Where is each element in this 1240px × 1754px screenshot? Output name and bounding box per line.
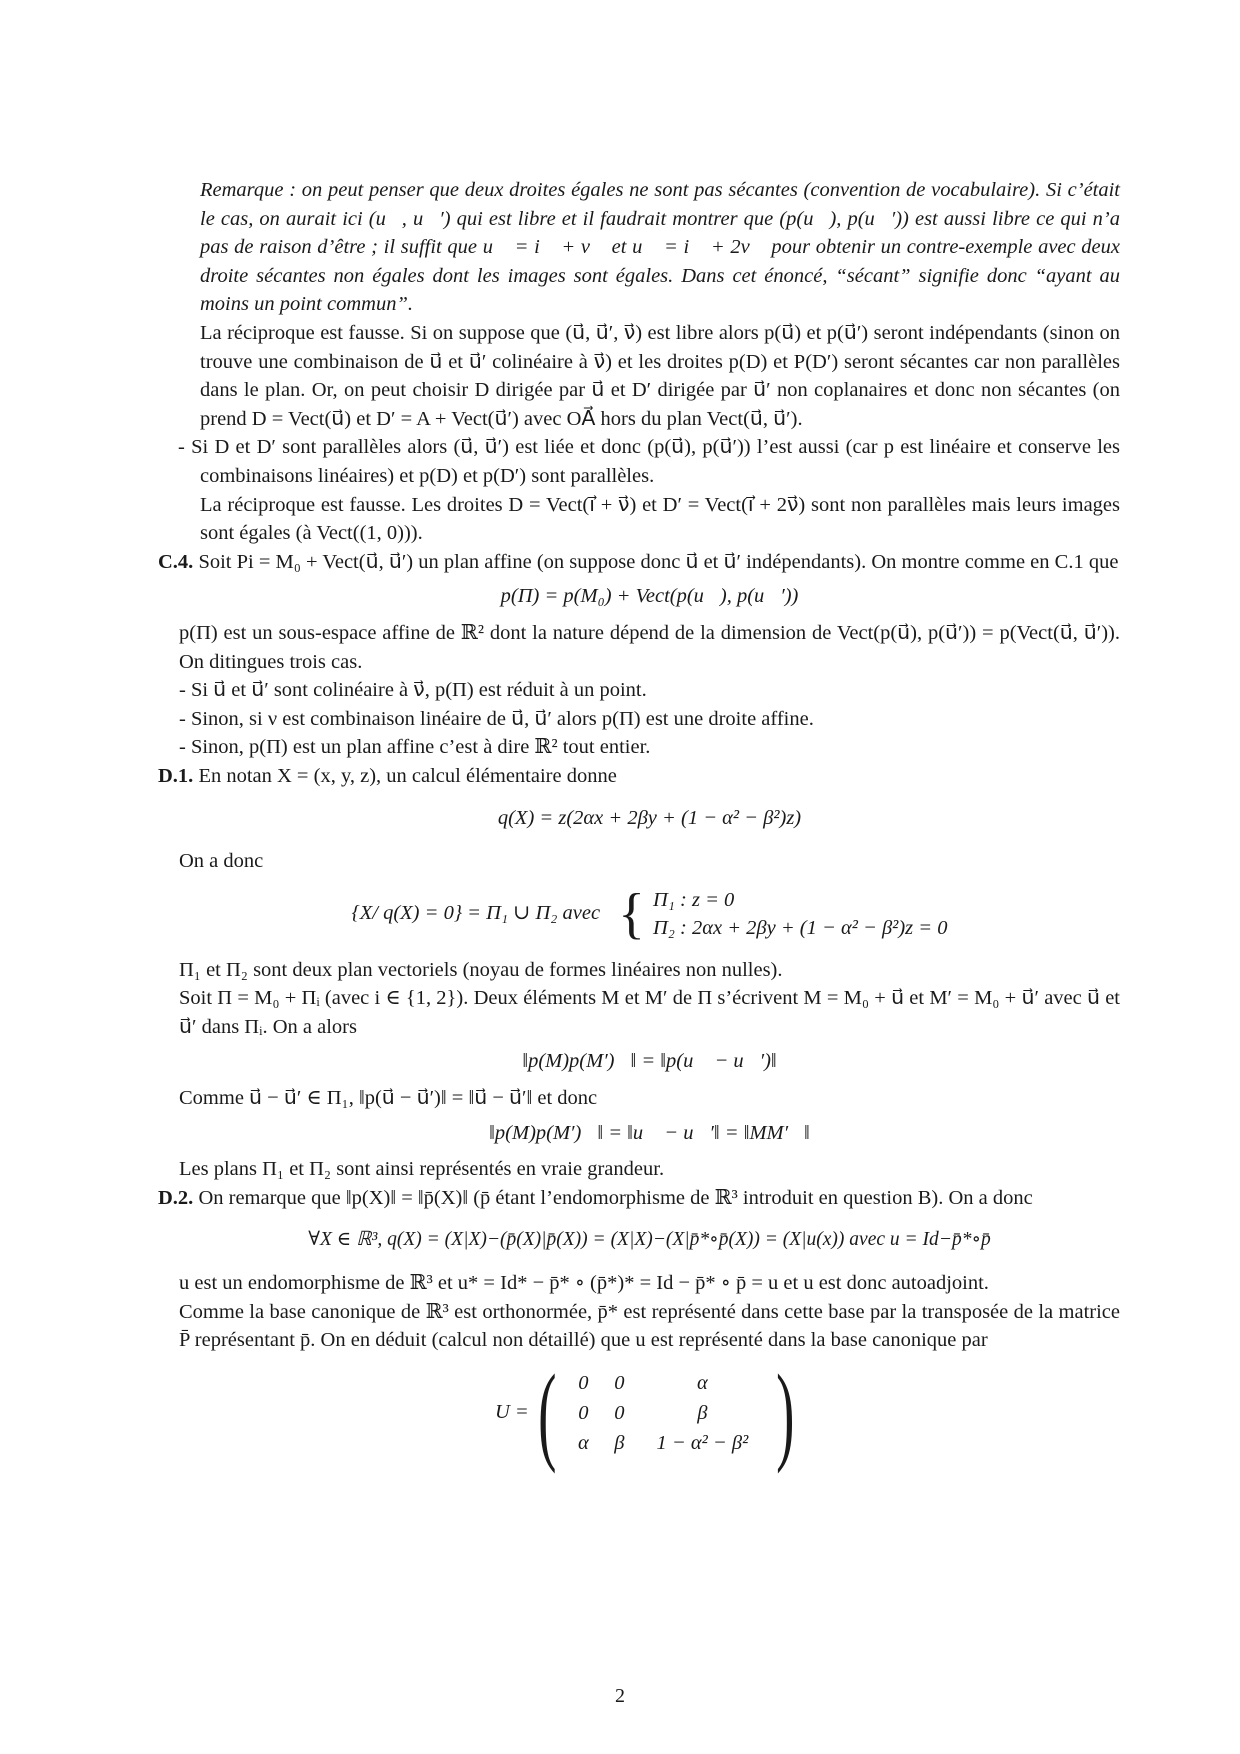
reciprocal-paragraph-1: La réciproque est fausse. Si on suppose que (u⃗, u⃗′, ν⃗) est libre alors p(u⃗) et p(u⃗′) seront indépendants (sinon on trouve une combinaison de u⃗ et u⃗′ colinéaire à ν⃗) et les droites p(D) et P(D′) seront sécantes car non parallèles dans le plan. Or, on peut choisir D dirigée par u⃗ et D′ dirigée par u⃗′ non coplanaires et donc non sécantes (on prend D = Vect(u⃗) et D′ = A + Vect(u⃗′) avec OA⃗ hors du plan Vect(u⃗, u⃗′). [200, 321, 1120, 430]
d2-intro: On remarque que ‖p(X)‖ = ‖p̄(X)‖ (p̄ étant l’endomorphisme de ℝ³ introduit en question B). On a donc [198, 1186, 1033, 1209]
c4-case-1: - Si u⃗ et u⃗′ sont colinéaire à ν⃗, p(Π) est réduit à un point. [179, 679, 647, 702]
d1-intro-line [158, 762, 1120, 791]
d1-donc: On a donc [179, 850, 264, 873]
d2-para-1: u est un endomorphisme de ℝ³ et u* = Id* − p̄* ∘ (p̄*)* = Id − p̄* ∘ p̄ = u et u est donc autoadjoint. [179, 1272, 989, 1294]
matrix-cell: α [577, 1431, 589, 1454]
remark-block [158, 176, 1120, 433]
question-d1 [158, 762, 1120, 1184]
d1-system [179, 882, 1120, 945]
c4-intro-line [158, 548, 1120, 577]
c4-intro: Soit Pi = M₀ + Vect(u⃗, u⃗′) un plan affine (on suppose donc u⃗ et u⃗′ indépendants). On montre comme en C.1 que [198, 550, 1119, 573]
matrix-cell: β [697, 1401, 708, 1424]
matrix-cell: 0 [614, 1401, 625, 1424]
d1-number: D.1. [158, 764, 194, 787]
reciprocal-block-2 [158, 491, 1120, 548]
d1-system-line-2: Π₂ : 2αx + 2βy + (1 − α² − β²)z = 0 [652, 916, 948, 939]
matrix-cell: α [696, 1371, 708, 1394]
d1-equation-norm-1: ‖p(M)p(M′)⃗‖ = ‖p(u⃗ − u⃗′)‖ [522, 1050, 777, 1073]
matrix-cell: 0 [614, 1371, 625, 1394]
left-paren-icon: ( [537, 1351, 557, 1474]
c4-after: p(Π) est un sous-espace affine de ℝ² dont la nature dépend de la dimension de Vect(p(u⃗), p(u⃗′)) = p(Vect(u⃗, u⃗′)). On ditingues trois cas. [179, 621, 1120, 673]
d1-intro: En notan X = (x, y, z), un calcul élémentaire donne [198, 764, 617, 787]
d1-system-line-1: Π₁ : z = 0 [652, 888, 735, 911]
d1-para-2: Soit Π = M₀ + Πᵢ (avec i ∈ {1, 2}). Deux éléments M et M′ de Π s’écrivent M = M₀ + u⃗ et M′ = M₀ + u⃗′ avec u⃗ et u⃗′ dans Πᵢ. On a alors [179, 987, 1120, 1038]
reciprocal-paragraph-2: La réciproque est fausse. Les droites D = Vect(i⃗ + ν⃗) et D′ = Vect(i⃗ + 2ν⃗) sont non parallèles mais leurs images sont égales (à Vect((1, 0))). [200, 493, 1120, 545]
right-paren-icon: ) [776, 1351, 795, 1474]
matrix-grid [565, 1368, 767, 1458]
c4-number: C.4. [158, 550, 194, 573]
bullet-parallel: - Si D et D′ sont parallèles alors (u⃗, u⃗′) est liée et donc (p(u⃗), p(u⃗′)) l’est aussi (car p est linéaire et conserve les combinaisons linéaires) et p(D) et p(D′) sont parallèles. [178, 436, 1120, 487]
d2-intro-line [158, 1184, 1120, 1213]
d1-para-1: Π₁ et Π₂ sont deux plan vectoriels (noyau de formes linéaires non nulles). [179, 958, 783, 981]
page-number: 2 [615, 1685, 625, 1707]
matrix-label: U = [494, 1401, 529, 1424]
matrix-cell: 0 [578, 1371, 589, 1394]
left-brace-icon: { [618, 882, 645, 945]
d1-system-left: {X/ q(X) = 0} = Π₁ ∪ Π₂ avec [351, 902, 601, 925]
d1-para-4: Les plans Π₁ et Π₂ sont ainsi représentés en vraie grandeur. [179, 1158, 665, 1181]
d1-para-3: Comme u⃗ − u⃗′ ∈ Π₁, ‖p(u⃗ − u⃗′)‖ = ‖u⃗ − u⃗′‖ et donc [179, 1087, 598, 1110]
d2-number: D.2. [158, 1186, 194, 1209]
d1-equation-norm-2: ‖p(M)p(M′)⃗‖ = ‖u⃗ − u⃗′‖ = ‖MM′⃗‖ [489, 1121, 810, 1144]
d2-equation: ∀X ∈ ℝ³, q(X) = (X|X)−(p̄(X)|p̄(X)) = (X|X)−(X|p̄*∘p̄(X)) = (X|u(x)) avec u = Id−p̄*∘p̄ [308, 1229, 991, 1251]
c4-equation: p(Π) = p(M₀) + Vect(p(u⃗), p(u⃗′)) [500, 585, 799, 608]
question-d2 [158, 1184, 1120, 1474]
d2-para-2: Comme la base canonique de ℝ³ est orthonormée, p̄* est représenté dans cette base par la transposée de la matrice P̄ représentant p̄. On en déduit (calcul non détaillé) que u est représenté dans la base canonique par [179, 1300, 1120, 1352]
matrix-cell: 0 [578, 1401, 589, 1424]
c4-case-3: - Sinon, p(Π) est un plan affine c’est à dire ℝ² tout entier. [179, 736, 651, 759]
c4-case-2: - Sinon, si ν est combinaison linéaire de u⃗, u⃗′ alors p(Π) est une droite affine. [179, 707, 814, 730]
d1-equation-q: q(X) = z(2αx + 2βy + (1 − α² − β²)z) [497, 807, 802, 830]
matrix-cell: 1 − α² − β² [656, 1431, 749, 1454]
remark-paragraph: Remarque : on peut penser que deux droites égales ne sont pas sécantes (convention de vocabulaire). Si c’était le cas, on aurait ici (u⃗, u⃗′) qui est libre et il faudrait montrer que (p(u⃗), p(u⃗′)) est aussi libre ce qui n’a pas de raison d’être ; il suffit que u⃗ = i⃗ + ν⃗ et u⃗ = i⃗ + 2ν⃗ pour obtenir un contre-exemple avec deux droite sécantes non égales dont les images sont égales. Dans cet énoncé, “sécant” signifie donc “ayant au moins un point commun”. [200, 179, 1120, 316]
d2-matrix [179, 1351, 1120, 1474]
question-c4 [158, 548, 1120, 762]
matrix-cell: β [614, 1431, 625, 1454]
